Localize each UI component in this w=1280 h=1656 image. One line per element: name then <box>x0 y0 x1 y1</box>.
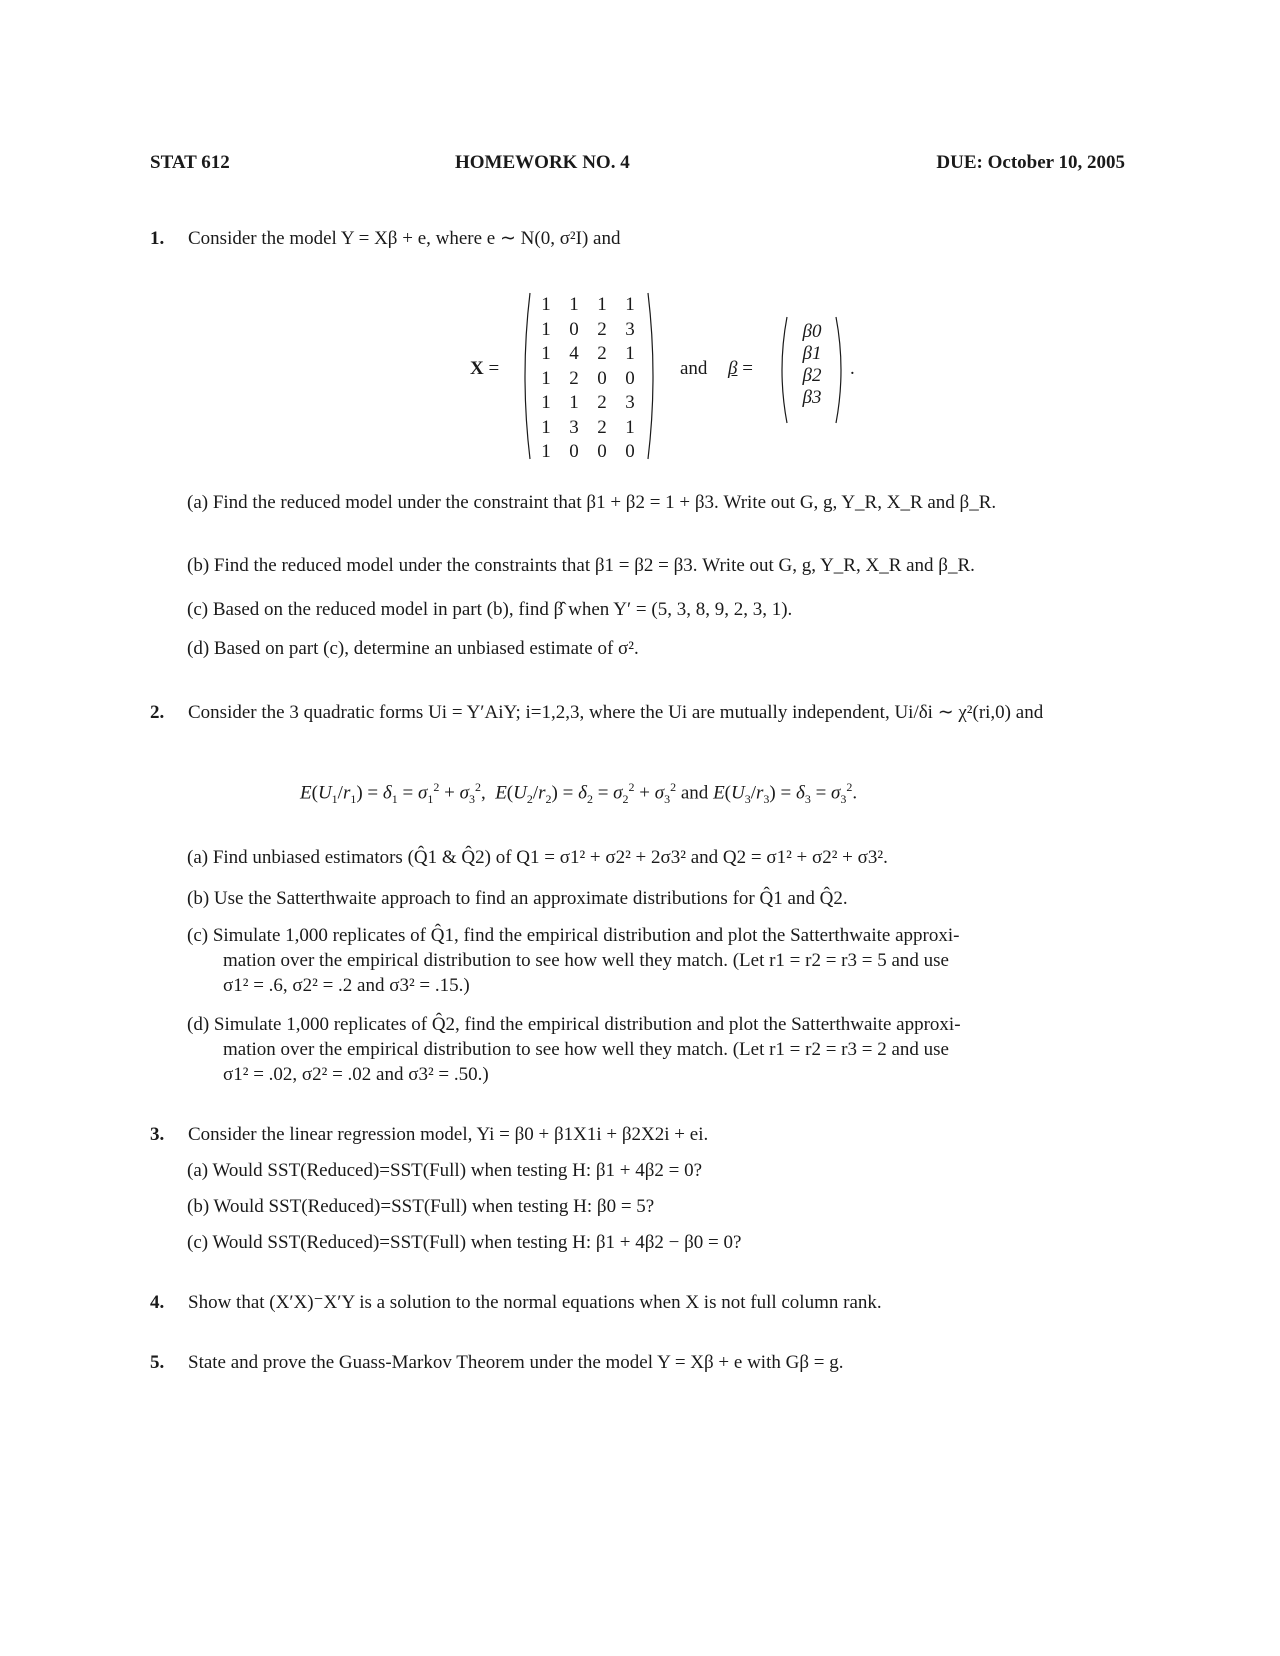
question-intro: Consider the model Y = Xβ + e, where e ∼ N(0, σ²I) and <box>188 228 621 249</box>
matrix-row <box>532 367 644 392</box>
question-text: Show that (X′X)⁻X′Y is a solution to the normal equations when X is not full column rank. <box>188 1292 882 1313</box>
matrix-cell: 1 <box>625 416 635 438</box>
beta-vector <box>787 321 837 409</box>
q2-part-b: (b) Use the Satterthwaite approach to find an approximate distributions for Q̂1 and Q̂2. <box>187 888 848 909</box>
question-1 <box>150 226 1130 256</box>
matrix-cell: 1 <box>541 367 551 389</box>
question-number: 2. <box>150 702 165 723</box>
matrix-cell: 2 <box>597 392 607 414</box>
matrix-cell: 1 <box>625 294 635 316</box>
matrix-x <box>532 293 644 465</box>
matrix-cell: 1 <box>569 294 579 316</box>
period: . <box>850 358 855 379</box>
matrix-cell: 1 <box>541 294 551 316</box>
q2-part-d <box>187 1012 1127 1087</box>
matrix-row <box>532 342 644 367</box>
q3-part-c: (c) Would SST(Reduced)=SST(Full) when testing H: β1 + 4β2 − β0 = 0? <box>187 1232 742 1253</box>
question-intro: Consider the linear regression model, Yi = β0 + β1X1i + β2X2i + ei. <box>188 1124 709 1145</box>
matrix-cell: 1 <box>625 343 635 365</box>
and-word: and <box>680 358 708 379</box>
question-3 <box>150 1122 1130 1152</box>
matrix-cell: 3 <box>625 392 635 414</box>
due-date: DUE: October 10, 2005 <box>936 152 1125 173</box>
matrix-row <box>532 416 644 441</box>
q2-part-a: (a) Find unbiased estimators (Q̂1 & Q̂2) of Q1 = σ1² + σ2² + 2σ3² and Q2 = σ1² + σ2² + σ3². <box>187 847 888 868</box>
q2-c-line2: mation over the empirical distribution to see how well they match. (Let r1 = r2 = r3 = 5 and use <box>223 950 949 971</box>
matrix-cell: 1 <box>541 318 551 340</box>
course-label: STAT 612 <box>150 152 230 173</box>
question-5 <box>150 1350 1130 1380</box>
right-paren-icon <box>646 291 660 461</box>
beta-entry: β3 <box>802 387 822 408</box>
matrix-cell: 4 <box>569 343 579 365</box>
question-2 <box>150 700 1130 760</box>
matrix-cell: 0 <box>569 318 579 340</box>
matrix-cell: 1 <box>597 294 607 316</box>
matrix-x-label: X = <box>470 358 500 379</box>
matrix-cell: 1 <box>569 392 579 414</box>
q2-d-line3: σ1² = .02, σ2² = .02 and σ3² = .50.) <box>223 1064 489 1085</box>
q3-part-a: (a) Would SST(Reduced)=SST(Full) when testing H: β1 + 4β2 = 0? <box>187 1160 703 1181</box>
matrix-cell: 0 <box>625 367 635 389</box>
matrix-cell: 1 <box>541 441 551 463</box>
q2-d-line1: (d) Simulate 1,000 replicates of Q̂2, find the empirical distribution and plot the Satterthwaite approxi- <box>187 1014 961 1035</box>
beta-right-paren-icon <box>834 315 848 425</box>
q3-part-b: (b) Would SST(Reduced)=SST(Full) when testing H: β0 = 5? <box>187 1196 655 1217</box>
matrix-cell: 2 <box>597 416 607 438</box>
q2-part-c <box>187 923 1127 998</box>
matrix-cell: 0 <box>597 441 607 463</box>
matrix-cell: 2 <box>597 318 607 340</box>
question-number: 4. <box>150 1292 165 1313</box>
beta-entry: β0 <box>802 321 822 342</box>
matrix-cell: 1 <box>541 416 551 438</box>
left-paren-icon <box>518 291 532 461</box>
question-text: State and prove the Guass-Markov Theorem under the model Y = Xβ + e with Gβ = g. <box>188 1352 844 1373</box>
page-header <box>150 152 1125 182</box>
matrix-row <box>532 391 644 416</box>
matrix-cell: 1 <box>541 343 551 365</box>
beta-entry: β2 <box>802 365 822 386</box>
matrix-cell: 2 <box>569 367 579 389</box>
expectation-equations: $E(U_1/r_1) = \delta_1 = \sigma_1^2 + \sigma_3^2$, $E(U_2/r_2) = \delta_2 = \sigma_2^2 + \sigma_3^2$ and $E(U_3/r_3) = \delta_3 = \sigma_3^2$. <box>300 780 858 807</box>
q2-c-line1: (c) Simulate 1,000 replicates of Q̂1, find the empirical distribution and plot the Satterthwaite approxi- <box>187 925 960 946</box>
q1-part-d: (d) Based on part (c), determine an unbiased estimate of σ². <box>187 638 639 659</box>
beta-label: β = <box>728 358 753 379</box>
matrix-cell: 3 <box>625 318 635 340</box>
matrix-row <box>532 293 644 318</box>
q1-part-a: (a) Find the reduced model under the constraint that β1 + β2 = 1 + β3. Write out G, g, Y_R, X_R and β_R. <box>187 492 997 513</box>
matrix-cell: 0 <box>625 441 635 463</box>
matrix-display <box>470 293 855 463</box>
matrix-cell: 0 <box>597 367 607 389</box>
question-number: 5. <box>150 1352 165 1373</box>
q2-c-line3: σ1² = .6, σ2² = .2 and σ3² = .15.) <box>223 975 470 996</box>
matrix-row <box>532 440 644 465</box>
question-4 <box>150 1290 1130 1320</box>
q2-d-line2: mation over the empirical distribution to see how well they match. (Let r1 = r2 = r3 = 2 and use <box>223 1039 949 1060</box>
matrix-cell: 0 <box>569 441 579 463</box>
question-number: 1. <box>150 228 165 249</box>
beta-entry: β1 <box>802 343 822 364</box>
homework-title: HOMEWORK NO. 4 <box>455 152 630 173</box>
q1-part-b: (b) Find the reduced model under the constraints that β1 = β2 = β3. Write out G, g, Y_R, X_R and β_R. <box>187 555 975 576</box>
matrix-cell: 2 <box>597 343 607 365</box>
question-number: 3. <box>150 1124 165 1145</box>
matrix-cell: 1 <box>541 392 551 414</box>
question-intro: Consider the 3 quadratic forms Ui = Y′AiY; i=1,2,3, where the Ui are mutually independent, Ui/δi ∼ χ²(ri,0) and <box>188 702 1044 723</box>
q1-part-c: (c) Based on the reduced model in part (b), find β̂ when Y′ = (5, 3, 8, 9, 2, 3, 1). <box>187 599 793 620</box>
matrix-cell: 3 <box>569 416 579 438</box>
matrix-row <box>532 318 644 343</box>
